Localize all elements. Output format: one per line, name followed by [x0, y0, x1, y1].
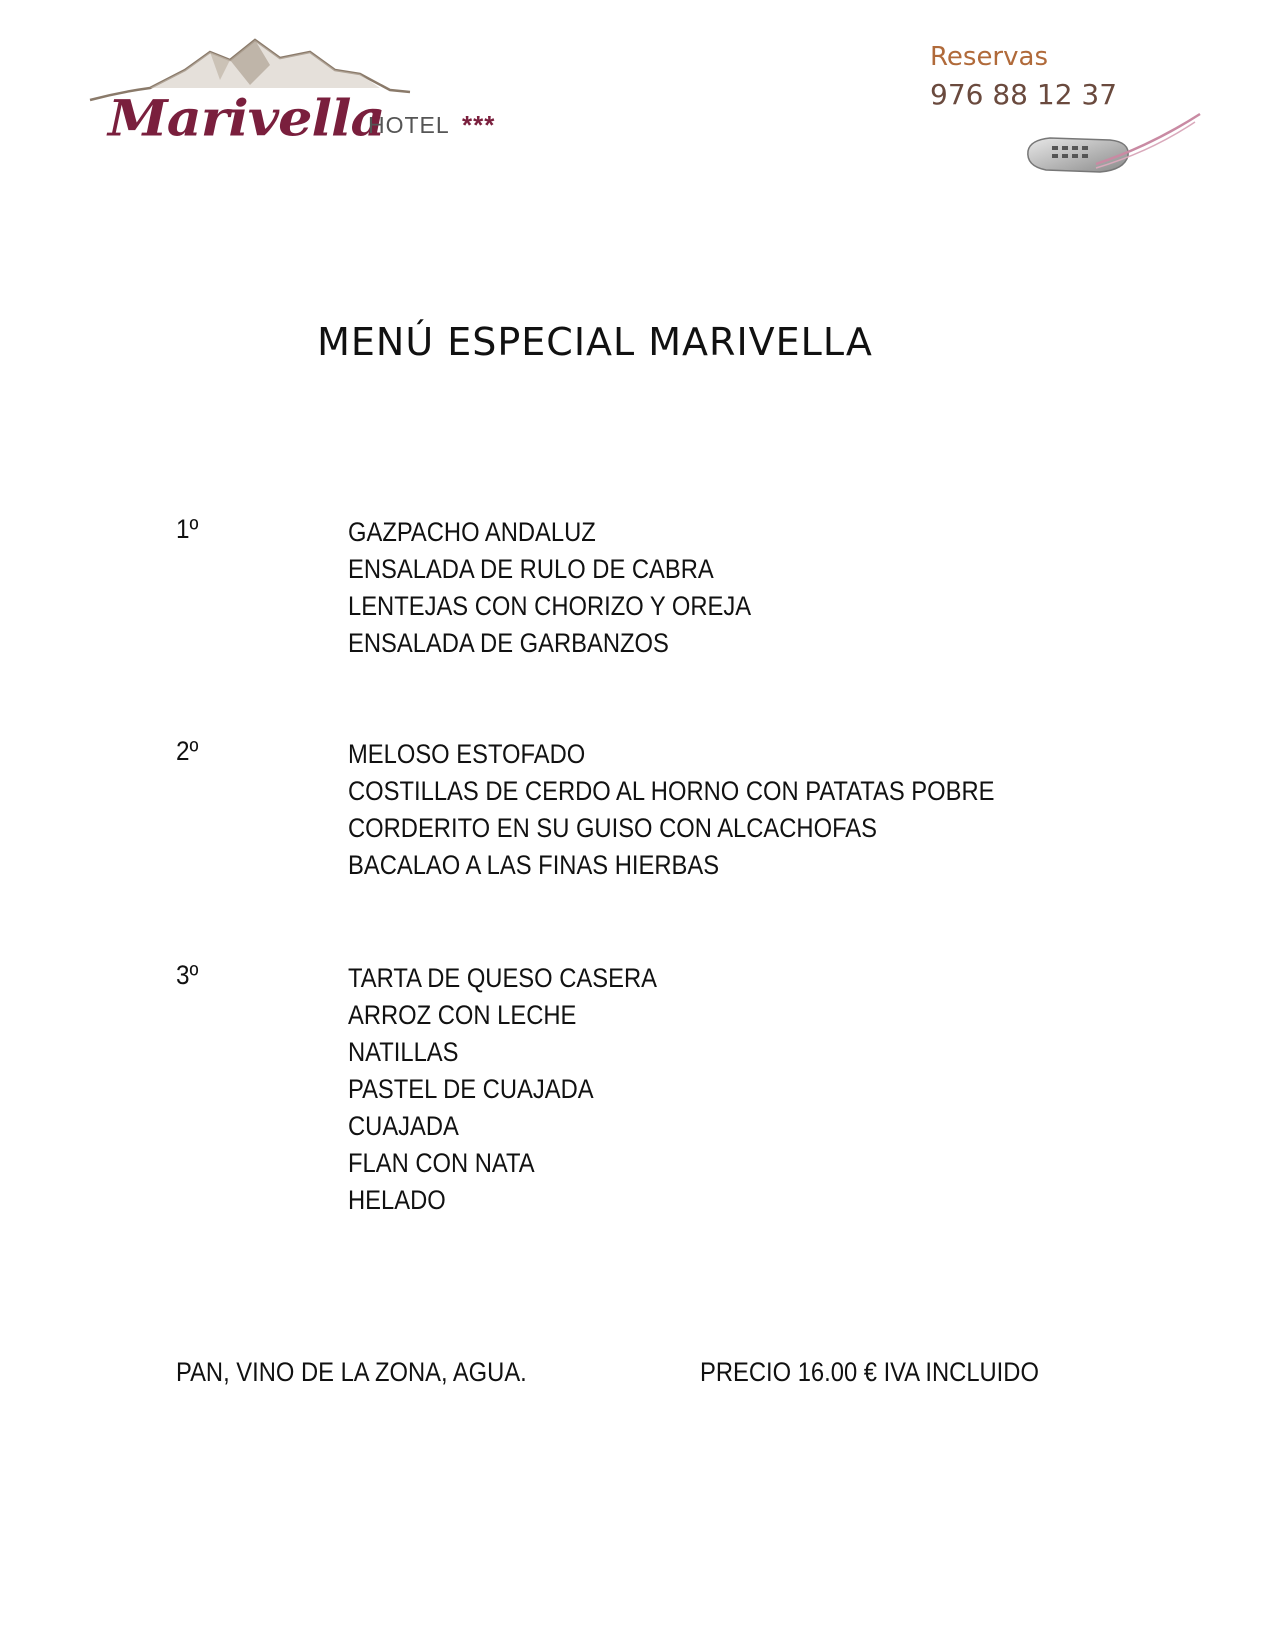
menu-item: HELADO [348, 1185, 446, 1215]
logo-stars: *** [462, 110, 496, 140]
menu-item: CORDERITO EN SU GUISO CON ALCACHOFAS [348, 813, 877, 843]
reservations-block [930, 38, 1220, 188]
menu-item: GAZPACHO ANDALUZ [348, 517, 596, 547]
course-items [348, 514, 806, 662]
course-number: 1º [176, 514, 199, 544]
menu-item: BACALAO A LAS FINAS HIERBAS [348, 850, 720, 880]
logo-hotel-label: HOTEL [368, 112, 450, 138]
reservations-label: Reservas [930, 42, 1048, 72]
course-items [348, 736, 1083, 884]
hotel-logo [80, 30, 540, 160]
phone-icon [1000, 106, 1210, 191]
menu-item: FLAN CON NATA [348, 1148, 535, 1178]
menu-item: ENSALADA DE GARBANZOS [348, 628, 669, 658]
menu-item: CUAJADA [348, 1111, 459, 1141]
price-note: PRECIO 16.00 € IVA INCLUIDO [700, 1357, 1039, 1387]
menu-item: PASTEL DE CUAJADA [348, 1074, 594, 1104]
menu-item: COSTILLAS DE CERDO AL HORNO CON PATATAS POBRE [348, 776, 995, 806]
menu-title: MENÚ ESPECIAL MARIVELLA [317, 320, 873, 364]
logo-wordmark: Marivella [108, 88, 385, 148]
reservations-phone[interactable]: 976 88 12 37 [930, 78, 1118, 111]
includes-note: PAN, VINO DE LA ZONA, AGUA. [176, 1357, 527, 1387]
menu-item: NATILLAS [348, 1037, 459, 1067]
course-number: 2º [176, 736, 199, 766]
menu-item: ARROZ CON LECHE [348, 1000, 577, 1030]
menu-item: MELOSO ESTOFADO [348, 739, 586, 769]
menu-item: LENTEJAS CON CHORIZO Y OREJA [348, 591, 752, 621]
course-items [348, 960, 699, 1219]
menu-item: TARTA DE QUESO CASERA [348, 963, 657, 993]
course-number: 3º [176, 960, 199, 990]
menu-item: ENSALADA DE RULO DE CABRA [348, 554, 714, 584]
